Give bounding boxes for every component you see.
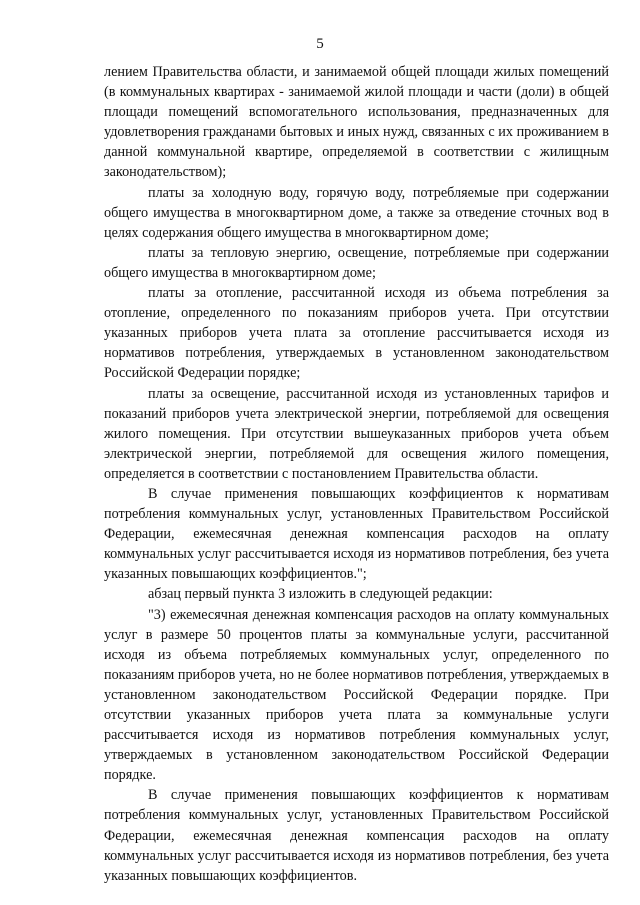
paragraph: лением Правительства области, и занимаемой общей площади жилых помещений (в коммунальных квартирах - занимаемой жилой площади и части (доли) в общей площади помещений вспомогательного использования, предназначенных для удовлетворения гражданами бытовых и иных нужд, связанных с их проживанием в данной коммунальной квартире, определяемой в соответствии с жилищным законодательством); — [104, 64, 609, 181]
paragraph: абзац первый пункта 3 изложить в следующей редакции: — [148, 586, 493, 603]
paragraph: платы за отопление, рассчитанной исходя из объема потребления за отопление, определенного по показаниям приборов учета. При отсутствии указанных приборов учета плата за отопление рассчитывается исходя из нормативов потребления, утверждаемых в установленном законодательством Российской Федерации порядке; — [104, 285, 609, 382]
paragraph: В случае применения повышающих коэффициентов к нормативам потребления коммунальных услуг, установленных Правительством Российской Федерации, ежемесячная денежная компенсация расходов на оплату коммунальных услуг рассчитывается исходя из нормативов потребления, без учета указанных повышающих коэффициентов. — [104, 787, 609, 884]
paragraph: платы за освещение, рассчитанной исходя из установленных тарифов и показаний приборов учета электрической энергии, потребляемой для освещения жилого помещения. При отсутствии вышеуказанных приборов учета объем электрической энергии, потребляемой для освещения жилого помещения, определяется в соответствии с постановлением Правительства области. — [104, 385, 609, 482]
paragraph: платы за тепловую энергию, освещение, потребляемые при содержании общего имущества в многоквартирном доме; — [104, 244, 609, 281]
paragraph: "3) ежемесячная денежная компенсация расходов на оплату коммунальных услуг в размере 50 процентов платы за коммунальные услуги, рассчитанной исходя из объема потребляемых коммунальных услуг, определенного по показаниям приборов учета, но не более нормативов потребления, утверждаемых в установленном законодательством Российской Федерации порядке. При отсутствии указанных приборов учета плата за коммунальные услуги рассчитывается исходя из нормативов потребления коммунальных услуг, утверждаемых в установленном законодательством Российской Федерации порядке. — [104, 606, 609, 784]
page-number: 5 — [316, 36, 324, 52]
document-body — [104, 62, 609, 886]
paragraph: В случае применения повышающих коэффициентов к нормативам потребления коммунальных услуг, установленных Правительством Российской Федерации, ежемесячная денежная компенсация расходов на оплату коммунальных услуг рассчитывается исходя из нормативов потребления, без учета указанных повышающих коэффициентов."; — [104, 485, 609, 583]
paragraph: платы за холодную воду, горячую воду, потребляемые при содержании общего имущества в многоквартирном доме, а также за отведение сточных вод в целях содержания общего имущества в многоквартирном доме; — [104, 184, 609, 241]
